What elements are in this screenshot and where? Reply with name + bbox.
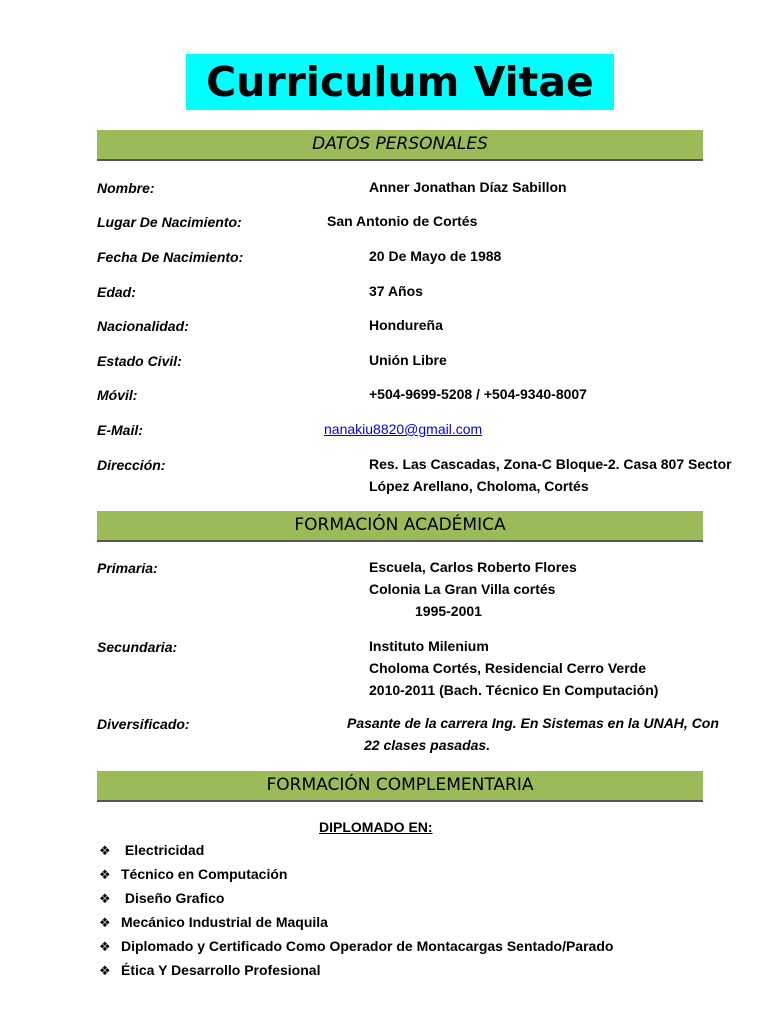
birthplace-label: Lugar De Nacimiento:	[97, 214, 242, 230]
secondary-line: 2010-2011 (Bach. Técnico En Computación)	[369, 682, 659, 698]
mobile-value: +504-9699-5208 / +504-9340-8007	[369, 386, 587, 402]
name-value: Anner Jonathan Díaz Sabillon	[369, 179, 567, 195]
name-label: Nombre:	[97, 180, 155, 196]
primary-label: Primaria:	[97, 560, 158, 576]
secondary-line: Instituto Milenium	[369, 638, 489, 654]
address-line-1: Res. Las Cascadas, Zona-C Bloque-2. Casa 807 Sector	[369, 456, 732, 472]
secondary-line: Choloma Cortés, Residencial Cerro Verde	[369, 660, 646, 676]
primary-line: 1995-2001	[415, 603, 482, 619]
diamond-bullet-icon: ❖	[99, 868, 111, 883]
primary-line: Colonia La Gran Villa cortés	[369, 581, 556, 597]
diversified-line: Pasante de la carrera Ing. En Sistemas en la UNAH, Con	[347, 715, 719, 731]
list-item: ❖ Electricidad	[99, 839, 613, 863]
birthdate-label: Fecha De Nacimiento:	[97, 249, 244, 265]
diamond-bullet-icon: ❖	[99, 964, 111, 979]
section-header-academic: FORMACIÓN ACADÉMICA	[97, 511, 703, 542]
diamond-bullet-icon: ❖	[99, 916, 111, 931]
birthdate-value: 20 De Mayo de 1988	[369, 248, 502, 264]
list-item: ❖ Mecánico Industrial de Maquila	[99, 911, 613, 935]
civil-status-value: Unión Libre	[369, 352, 447, 368]
diploma-heading: DIPLOMADO EN:	[319, 819, 433, 835]
list-item: ❖ Diseño Grafico	[99, 887, 613, 911]
secondary-label: Secundaria:	[97, 639, 178, 655]
list-item: ❖ Diplomado y Certificado Como Operador de Montacargas Sentado/Parado	[99, 935, 613, 959]
list-item: ❖ Técnico en Computación	[99, 863, 613, 887]
nationality-label: Nacionalidad:	[97, 318, 189, 334]
diamond-bullet-icon: ❖	[99, 940, 111, 955]
birthplace-value: San Antonio de Cortés	[327, 213, 478, 229]
address-line-2: López Arellano, Choloma, Cortés	[369, 478, 589, 494]
address-label: Dirección:	[97, 457, 166, 473]
diamond-bullet-icon: ❖	[99, 892, 111, 907]
email-link[interactable]: nanakiu8820@gmail.com	[324, 421, 483, 437]
section-header-complementary: FORMACIÓN COMPLEMENTARIA	[97, 771, 703, 802]
diversified-line: 22 clases pasadas.	[364, 737, 491, 753]
mobile-label: Móvil:	[97, 387, 138, 403]
document-title: Curriculum Vitae	[186, 54, 614, 110]
age-value: 37 Años	[369, 283, 423, 299]
section-header-personal: DATOS PERSONALES	[97, 130, 703, 161]
diamond-bullet-icon: ❖	[99, 844, 111, 859]
civil-status-label: Estado Civil:	[97, 353, 182, 369]
primary-line: Escuela, Carlos Roberto Flores	[369, 559, 577, 575]
diversified-label: Diversificado:	[97, 716, 190, 732]
email-label: E-Mail:	[97, 422, 143, 438]
age-label: Edad:	[97, 284, 136, 300]
nationality-value: Hondureña	[369, 317, 443, 333]
diploma-list	[99, 839, 613, 983]
list-item: ❖ Ética Y Desarrollo Profesional	[99, 959, 613, 983]
